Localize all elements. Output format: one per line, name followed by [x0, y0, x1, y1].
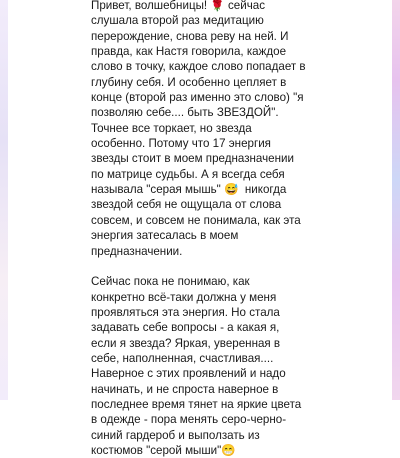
message-line: последнее время тянет на яркие цвета	[91, 397, 302, 411]
message-line: в одежде - пора менять серо-черно-	[91, 413, 287, 427]
message-line: правда, как Настя говорила, каждое	[91, 45, 287, 59]
message-line: называла "серая мышь" 😅 никогда	[91, 183, 287, 197]
message-line: звездой себя не ощущала от слова	[91, 198, 282, 212]
message-line: проявляться эта энергия. Но стала	[91, 305, 280, 319]
message-line: предназначении.	[91, 244, 183, 258]
message-line: задавать себе вопросы - а какая я,	[91, 321, 280, 335]
message-line: начинать, и не спроста наверное в	[91, 382, 279, 396]
message-line: конце (второй раз именно это слово) "я	[91, 91, 304, 105]
message-bubble[interactable]	[91, 0, 326, 457]
message-line: по матрице судьбы. А я всегда себя	[91, 167, 285, 181]
message-line: себе, наполненная, счастливая....	[91, 351, 274, 365]
message-line: слово в точку, каждое слово попадает в	[91, 60, 306, 74]
left-edge-decoration	[0, 0, 8, 400]
message-line: костюмов "серой мыши"😁	[91, 443, 236, 457]
message-line: синий гардероб и выползать из	[91, 428, 260, 442]
message-line: Наверное с этих проявлений и надо	[91, 367, 286, 381]
message-line: особенно. Потому что 17 энергия	[91, 137, 271, 151]
message-line: совсем, и совсем не понимала, как эта	[91, 213, 301, 227]
message-line: позволяю себе.... быть ЗВЕЗДОЙ".	[91, 106, 279, 120]
right-edge-gradient	[392, 0, 400, 400]
message-line: Сейчас пока не понимаю, как	[91, 275, 250, 289]
message-line: слушала второй раз медитацию	[91, 14, 264, 28]
message-line: перерождение, снова реву на ней. И	[91, 29, 289, 43]
message-line: энергия затесалась в моем	[91, 229, 239, 243]
message-line: Точнее все торкает, но звезда	[91, 121, 252, 135]
message-line: Привет, волшебницы! 🌹 сейчас	[91, 0, 266, 12]
message-line: звезды стоит в моем предназначении	[91, 152, 294, 166]
message-text	[91, 0, 326, 458]
message-line: конкретно всё-таки должна у меня	[91, 290, 277, 304]
message-blank-line	[91, 259, 326, 274]
message-line: глубину себя. И особенно цепляет в	[91, 75, 287, 89]
message-line: если я звезда? Яркая, уверенная в	[91, 336, 281, 350]
